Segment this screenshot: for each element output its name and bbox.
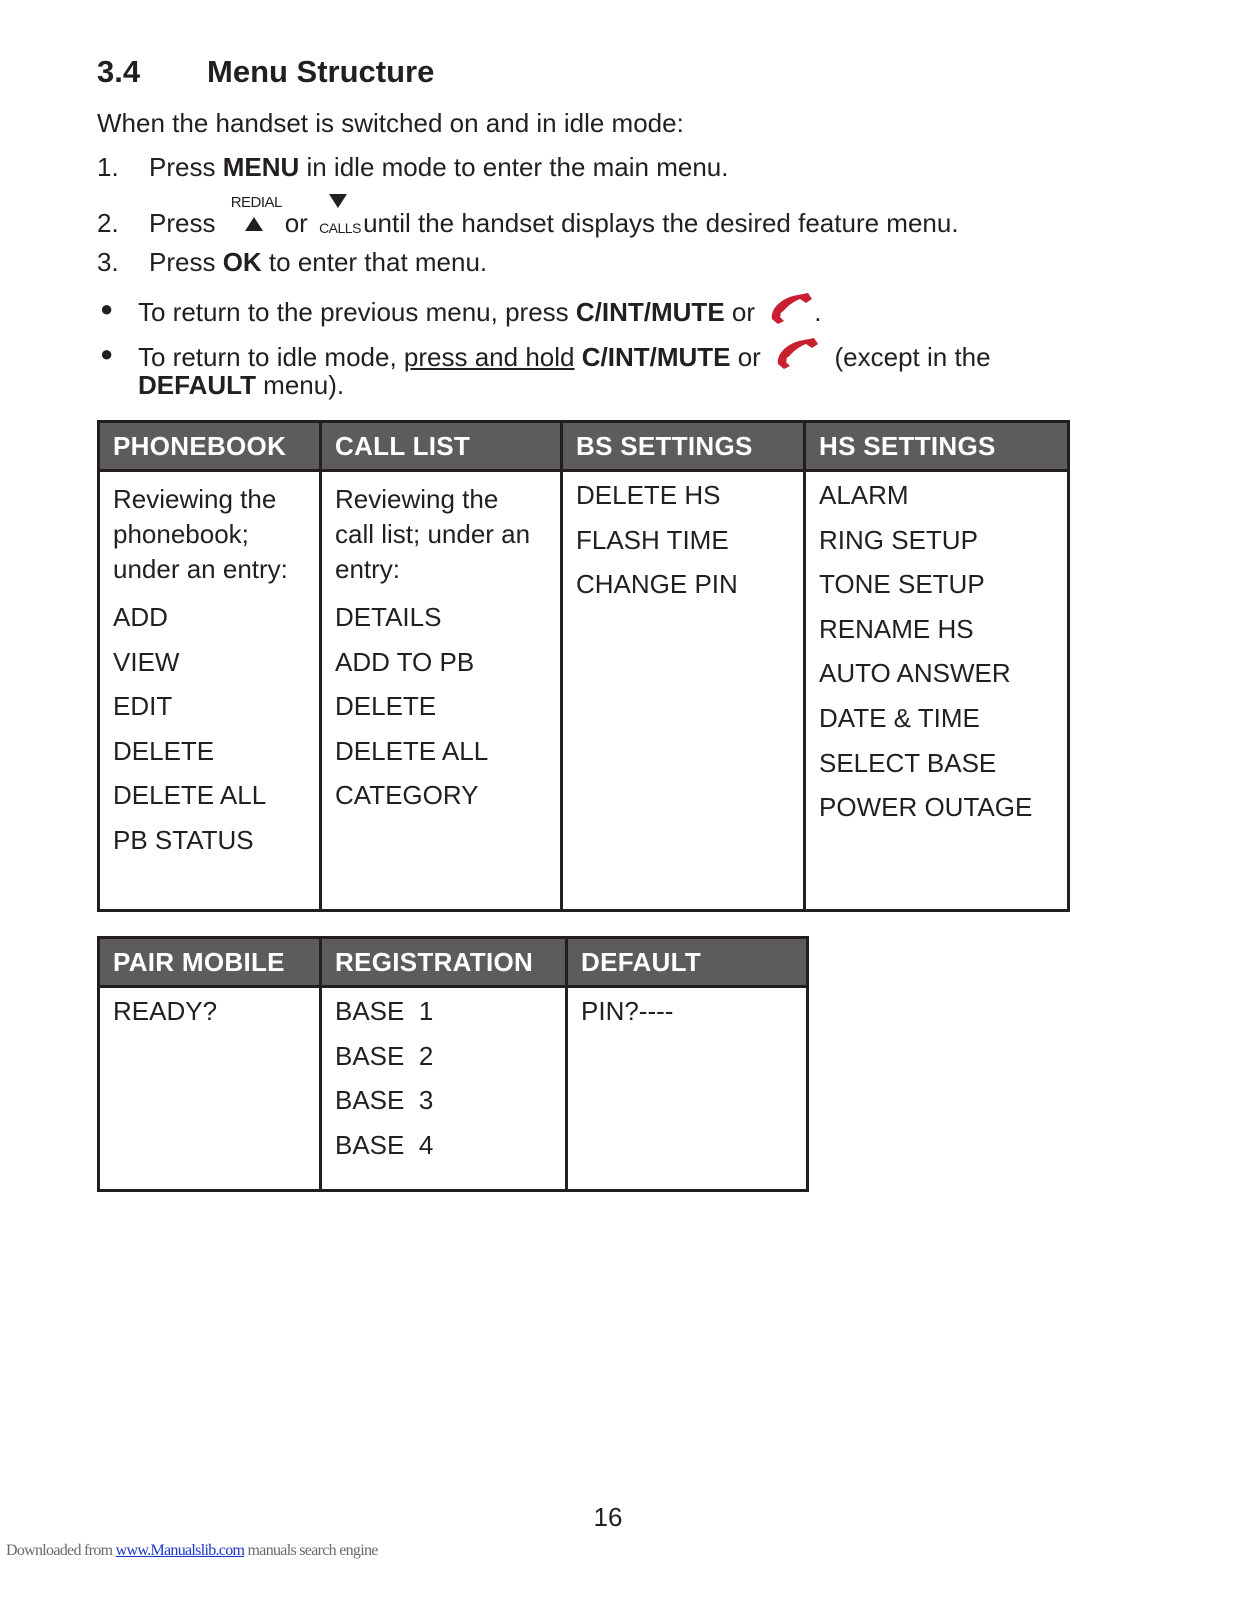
column-cell-phonebook (99, 471, 321, 911)
menu-item: BASE 3 (335, 1085, 434, 1116)
step-3: 3. Press OK to enter that menu. (97, 247, 488, 277)
step-2: 2. Press REDIAL or CALLS until the handset displays the desired feature menu. (97, 202, 959, 238)
download-footer: Downloaded from www.Manualslib.com manuals search engine (6, 1542, 378, 1559)
menu-item: DELETE HS (576, 480, 721, 510)
bullet-2: To return to idle mode, press and hold C/INT/MUTE or (except in the (138, 336, 991, 372)
down-arrow-icon (319, 202, 361, 236)
page-number: 16 (593, 1502, 623, 1532)
menu-item: TONE SETUP (819, 569, 985, 600)
menu-item: CATEGORY (335, 780, 479, 811)
step-number: 1. (97, 152, 119, 182)
menu-key-text: MENU (222, 152, 300, 182)
menu-table-main (97, 420, 1070, 912)
menu-item: ALARM (819, 480, 909, 510)
calls-label: CALLS (319, 220, 361, 236)
redial-label: REDIAL (230, 194, 282, 211)
column-description (335, 482, 552, 587)
menu-item: ADD TO PB (335, 646, 475, 677)
section-heading (97, 54, 434, 90)
menu-item: BASE 1 (335, 996, 434, 1026)
step-number: 2. (97, 208, 119, 238)
column-cell-default (567, 987, 808, 1191)
menu-item: POWER OUTAGE (819, 792, 1033, 823)
column-header-call-list: CALL LIST (321, 422, 562, 471)
menu-item: DATE & TIME (819, 702, 980, 733)
column-cell-bs-settings (562, 471, 805, 911)
cintmute-text: C/INT/MUTE (581, 342, 731, 372)
up-arrow-icon (229, 194, 282, 232)
menu-item: DETAILS (335, 602, 442, 632)
bullet-1: To return to the previous menu, press C/INT/MUTE or . (138, 291, 821, 327)
section-number: 3.4 (97, 54, 141, 89)
menu-item: PIN?---- (581, 996, 674, 1026)
column-cell-call-list (321, 471, 562, 911)
menu-item: RENAME HS (819, 613, 974, 644)
column-description (113, 482, 311, 587)
menu-item: DELETE (335, 691, 437, 722)
menu-item: ADD (113, 602, 168, 632)
column-cell-registration (321, 987, 567, 1191)
bullet-dot: ● (100, 296, 114, 321)
end-call-icon (774, 336, 820, 370)
description-line: under an entry: (113, 554, 288, 584)
column-header-phonebook: PHONEBOOK (99, 422, 321, 471)
description-line: phonebook; (113, 519, 249, 549)
manualslib-link[interactable]: www.Manualslib.com (115, 1542, 245, 1559)
section-title: Menu Structure (207, 54, 435, 89)
intro-text: When the handset is switched on and in idle mode: (97, 108, 684, 138)
menu-table-secondary (97, 936, 809, 1192)
column-header-bs-settings: BS SETTINGS (562, 422, 805, 471)
menu-item: EDIT (113, 691, 173, 722)
menu-item: BASE 4 (335, 1129, 434, 1160)
menu-item: READY? (113, 996, 218, 1026)
description-line: call list; under an (335, 519, 531, 549)
column-cell-pair-mobile (99, 987, 321, 1191)
description-line: entry: (335, 554, 401, 584)
end-call-icon (768, 291, 814, 325)
menu-item: FLASH TIME (576, 524, 729, 555)
column-header-registration: REGISTRATION (321, 938, 567, 987)
column-cell-hs-settings (805, 471, 1069, 911)
bullet-2-line-2: DEFAULT menu). (138, 370, 345, 400)
description-line: Reviewing the (335, 484, 499, 514)
menu-item: DELETE ALL (335, 735, 489, 766)
menu-item: PB STATUS (113, 824, 254, 855)
menu-item: DELETE (113, 735, 215, 766)
column-header-pair-mobile: PAIR MOBILE (99, 938, 321, 987)
menu-item: BASE 2 (335, 1040, 434, 1071)
menu-item: DELETE ALL (113, 780, 267, 811)
press-and-hold-text: press and hold (403, 342, 575, 372)
ok-key-text: OK (222, 247, 262, 277)
default-text: DEFAULT (138, 370, 256, 400)
menu-item: VIEW (113, 646, 180, 677)
menu-item: RING SETUP (819, 524, 978, 555)
step-1: 1. Press MENU in idle mode to enter the main menu. (97, 152, 729, 182)
bullet-dot: ● (100, 341, 114, 366)
menu-item: SELECT BASE (819, 747, 997, 778)
column-header-default: DEFAULT (567, 938, 808, 987)
column-header-hs-settings: HS SETTINGS (805, 422, 1069, 471)
cintmute-text: C/INT/MUTE (575, 297, 725, 327)
menu-item: CHANGE PIN (576, 569, 738, 600)
description-line: Reviewing the (113, 484, 277, 514)
menu-item: AUTO ANSWER (819, 658, 1011, 689)
step-number: 3. (97, 247, 119, 277)
